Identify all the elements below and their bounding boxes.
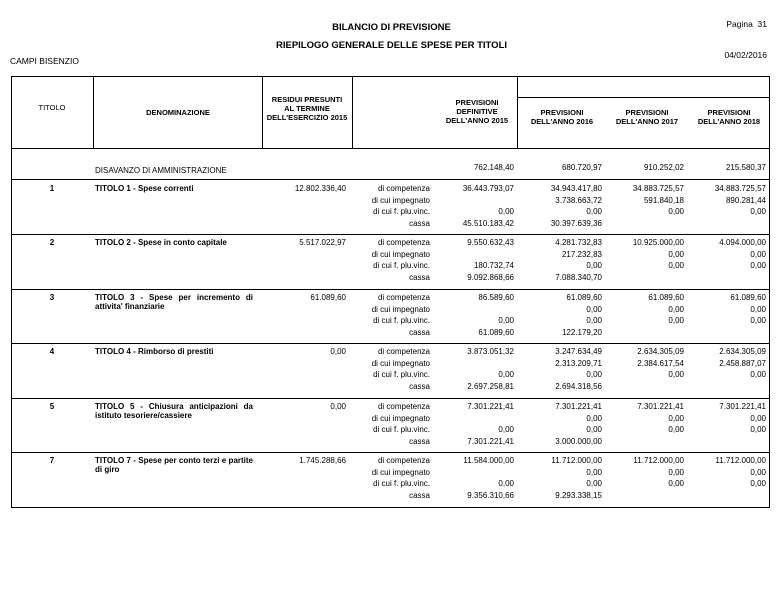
value-y2016: 217.232,83	[561, 249, 602, 259]
titolo-number: 1	[49, 184, 55, 193]
value-y2018: 0,00	[750, 370, 766, 379]
header-subline	[517, 97, 770, 98]
value-y2018: 0,00	[750, 413, 766, 423]
value-def2015: 11.584.000,00	[463, 456, 514, 465]
titolo-name: TITOLO 4 - Rimborso di prestiti	[95, 347, 214, 356]
sub-label: di competenza	[377, 293, 430, 302]
sub-label: di competenza	[377, 456, 430, 465]
value-def2015: 0,00	[498, 207, 514, 216]
value-y2017: 591.840,18	[643, 195, 684, 205]
sub-label: di cui f. plu.vinc.	[373, 425, 430, 434]
col-previsioni-def: PREVISIONI DEFINITIVE DELL'ANNO 2015	[445, 98, 509, 125]
disavanzo-label: DISAVANZO DI AMMINISTRAZIONE	[95, 166, 227, 175]
residui-value: 1.745.288,66	[299, 456, 346, 465]
col-prev-2016: PREVISIONI DELL'ANNO 2016	[530, 108, 594, 126]
col-titolo: TITOLO	[38, 103, 66, 112]
sub-label: cassa	[409, 436, 430, 446]
sub-label: di competenza	[377, 402, 430, 411]
col-prev-2017: PREVISIONI DELL'ANNO 2017	[615, 108, 679, 126]
value-y2016: 61.089,60	[566, 293, 602, 302]
value-y2018: 0,00	[750, 207, 766, 216]
residui-value: 0,00	[330, 402, 346, 411]
sub-label: di competenza	[377, 347, 430, 356]
header-divider	[262, 76, 263, 148]
value-y2017: 0,00	[668, 249, 684, 259]
value-y2016: 7.088.340,70	[555, 272, 602, 282]
sub-label: di cui impegnato	[371, 467, 430, 477]
value-y2017: 0,00	[668, 370, 684, 379]
value-y2017: 0,00	[668, 425, 684, 434]
sub-label: di cui impegnato	[371, 195, 430, 205]
value-y2017: 2.384.617,54	[637, 358, 684, 368]
titolo-name: TITOLO 1 - Spese correnti	[95, 184, 194, 193]
row-separator	[11, 398, 770, 399]
value-y2017: 61.089,60	[648, 293, 684, 302]
sub-label: cassa	[409, 490, 430, 500]
disavanzo-2016: 680.720,97	[561, 163, 602, 172]
value-y2016: 0,00	[586, 467, 602, 477]
value-def2015: 0,00	[498, 425, 514, 434]
titolo-number: 3	[49, 293, 55, 302]
row-separator	[11, 289, 770, 290]
value-y2018: 4.094.000,00	[719, 238, 766, 247]
sub-label: di cui impegnato	[371, 413, 430, 423]
value-y2018: 0,00	[750, 316, 766, 325]
sub-label: di cui f. plu.vinc.	[373, 479, 430, 488]
titolo-number: 4	[49, 347, 55, 356]
value-y2016: 4.281.732,83	[555, 238, 602, 247]
col-residui: RESIDUI PRESUNTI AL TERMINE DELL'ESERCIZIO 2015	[266, 95, 348, 122]
value-y2017: 2.634.305,09	[637, 347, 684, 356]
value-y2016: 0,00	[586, 304, 602, 314]
value-def2015: 0,00	[498, 479, 514, 488]
ente-name: CAMPI BISENZIO	[10, 56, 79, 66]
sub-label: cassa	[409, 327, 430, 337]
page-label: Pagina	[726, 19, 753, 29]
value-def2015: 180.732,74	[473, 261, 514, 270]
value-def2015: 3.873.051,32	[467, 347, 514, 356]
value-y2017: 0,00	[668, 467, 684, 477]
report-date: 04/02/2016	[724, 50, 767, 60]
value-y2016: 2.694.318,56	[555, 381, 602, 391]
value-def2015: 86.589,60	[478, 293, 514, 302]
report-title: BILANCIO DI PREVISIONE	[332, 22, 451, 33]
value-y2016: 9.293.338,15	[555, 490, 602, 500]
value-y2017: 11.712.000,00	[633, 456, 684, 465]
sub-label: cassa	[409, 272, 430, 282]
value-y2017: 0,00	[668, 207, 684, 216]
value-y2017: 0,00	[668, 261, 684, 270]
disavanzo-def2015: 762.148,40	[473, 163, 514, 172]
titolo-number: 7	[49, 456, 55, 465]
sub-label: di cui impegnato	[371, 249, 430, 259]
titolo-number: 2	[49, 238, 55, 247]
value-def2015: 2.697.258,81	[467, 381, 514, 391]
value-y2018: 7.301.221,41	[719, 402, 766, 411]
value-y2016: 0,00	[586, 479, 602, 488]
value-def2015: 61.089,60	[478, 327, 514, 337]
row-separator	[11, 343, 770, 344]
value-y2016: 7.301.221,41	[555, 402, 602, 411]
sub-label: di cui f. plu.vinc.	[373, 207, 430, 216]
value-y2017: 0,00	[668, 304, 684, 314]
value-def2015: 0,00	[498, 316, 514, 325]
value-y2016: 0,00	[586, 316, 602, 325]
value-y2016: 0,00	[586, 261, 602, 270]
sub-label: di cui impegnato	[371, 304, 430, 314]
value-y2018: 890.281,44	[725, 195, 766, 205]
row-separator	[11, 179, 770, 180]
sub-label: di cui f. plu.vinc.	[373, 261, 430, 270]
report-subtitle: RIEPILOGO GENERALE DELLE SPESE PER TITOLI	[275, 40, 508, 51]
titolo-number: 5	[49, 402, 55, 411]
value-y2017: 0,00	[668, 316, 684, 325]
residui-value: 5.517.022,97	[299, 238, 346, 247]
header-divider	[517, 76, 518, 148]
sub-label: di competenza	[377, 184, 430, 193]
row-separator	[11, 452, 770, 453]
value-def2015: 7.301.221,41	[467, 402, 514, 411]
value-y2016: 11.712.000,00	[551, 456, 602, 465]
value-y2017: 0,00	[668, 479, 684, 488]
sub-label: di cui impegnato	[371, 358, 430, 368]
value-y2017: 34.883.725,57	[632, 184, 684, 193]
value-y2016: 3.738.663,72	[555, 195, 602, 205]
value-y2018: 0,00	[750, 261, 766, 270]
sub-label: di competenza	[377, 238, 430, 247]
value-y2018: 2.458.887,07	[719, 358, 766, 368]
titolo-name: TITOLO 7 - Spese per conto terzi e partite di giro	[95, 456, 253, 474]
value-def2015: 7.301.221,41	[467, 436, 514, 446]
value-y2016: 0,00	[586, 207, 602, 216]
value-y2018: 61.089,60	[730, 293, 766, 302]
value-y2017: 7.301.221,41	[637, 402, 684, 411]
value-y2018: 0,00	[750, 304, 766, 314]
header-bottom-line	[11, 148, 770, 149]
page-indicator	[726, 19, 767, 29]
residui-value: 12.802.336,40	[294, 184, 346, 193]
titolo-name: TITOLO 5 - Chiusura anticipazioni da istituto tesoriere/cassiere	[95, 402, 253, 420]
value-y2016: 30.397.639,36	[550, 218, 602, 228]
sub-label: di cui f. plu.vinc.	[373, 316, 430, 325]
value-y2016: 122.179,20	[561, 327, 602, 337]
header-divider	[352, 76, 353, 148]
titolo-name: TITOLO 3 - Spese per incremento di attivita' finanziarie	[95, 293, 253, 311]
value-def2015: 9.356.310,66	[467, 490, 514, 500]
residui-value: 0,00	[330, 347, 346, 356]
sub-label: cassa	[409, 381, 430, 391]
value-y2016: 0,00	[586, 425, 602, 434]
value-y2018: 34.883.725,57	[714, 184, 766, 193]
value-y2016: 0,00	[586, 370, 602, 379]
value-y2018: 2.634.305,09	[719, 347, 766, 356]
value-y2018: 0,00	[750, 479, 766, 488]
value-def2015: 9.092.868,66	[467, 272, 514, 282]
col-prev-2018: PREVISIONI DELL'ANNO 2018	[697, 108, 761, 126]
value-def2015: 0,00	[498, 370, 514, 379]
value-def2015: 9.550.632,43	[467, 238, 514, 247]
disavanzo-2018: 215.580,37	[725, 163, 766, 172]
row-separator	[11, 234, 770, 235]
sub-label: cassa	[409, 218, 430, 228]
page-number: 31	[757, 19, 767, 29]
value-y2017: 0,00	[668, 413, 684, 423]
disavanzo-2017: 910.252,02	[643, 163, 684, 172]
value-y2016: 0,00	[586, 413, 602, 423]
value-y2018: 0,00	[750, 249, 766, 259]
sub-label: di cui f. plu.vinc.	[373, 370, 430, 379]
value-y2018: 11.712.000,00	[715, 456, 766, 465]
residui-value: 61.089,60	[310, 293, 346, 302]
value-def2015: 45.510.183,42	[462, 218, 514, 228]
titolo-name: TITOLO 2 - Spese in conto capitale	[95, 238, 227, 247]
col-denominazione: DENOMINAZIONE	[146, 108, 210, 117]
value-y2018: 0,00	[750, 425, 766, 434]
value-y2016: 34.943.417,80	[550, 184, 602, 193]
value-y2016: 3.247.634,49	[555, 347, 602, 356]
value-y2016: 2.313.209,71	[555, 358, 602, 368]
value-y2017: 10.925.000,00	[632, 238, 684, 247]
value-def2015: 36.443.793,07	[462, 184, 514, 193]
value-y2016: 3.000.000,00	[555, 436, 602, 446]
value-y2018: 0,00	[750, 467, 766, 477]
